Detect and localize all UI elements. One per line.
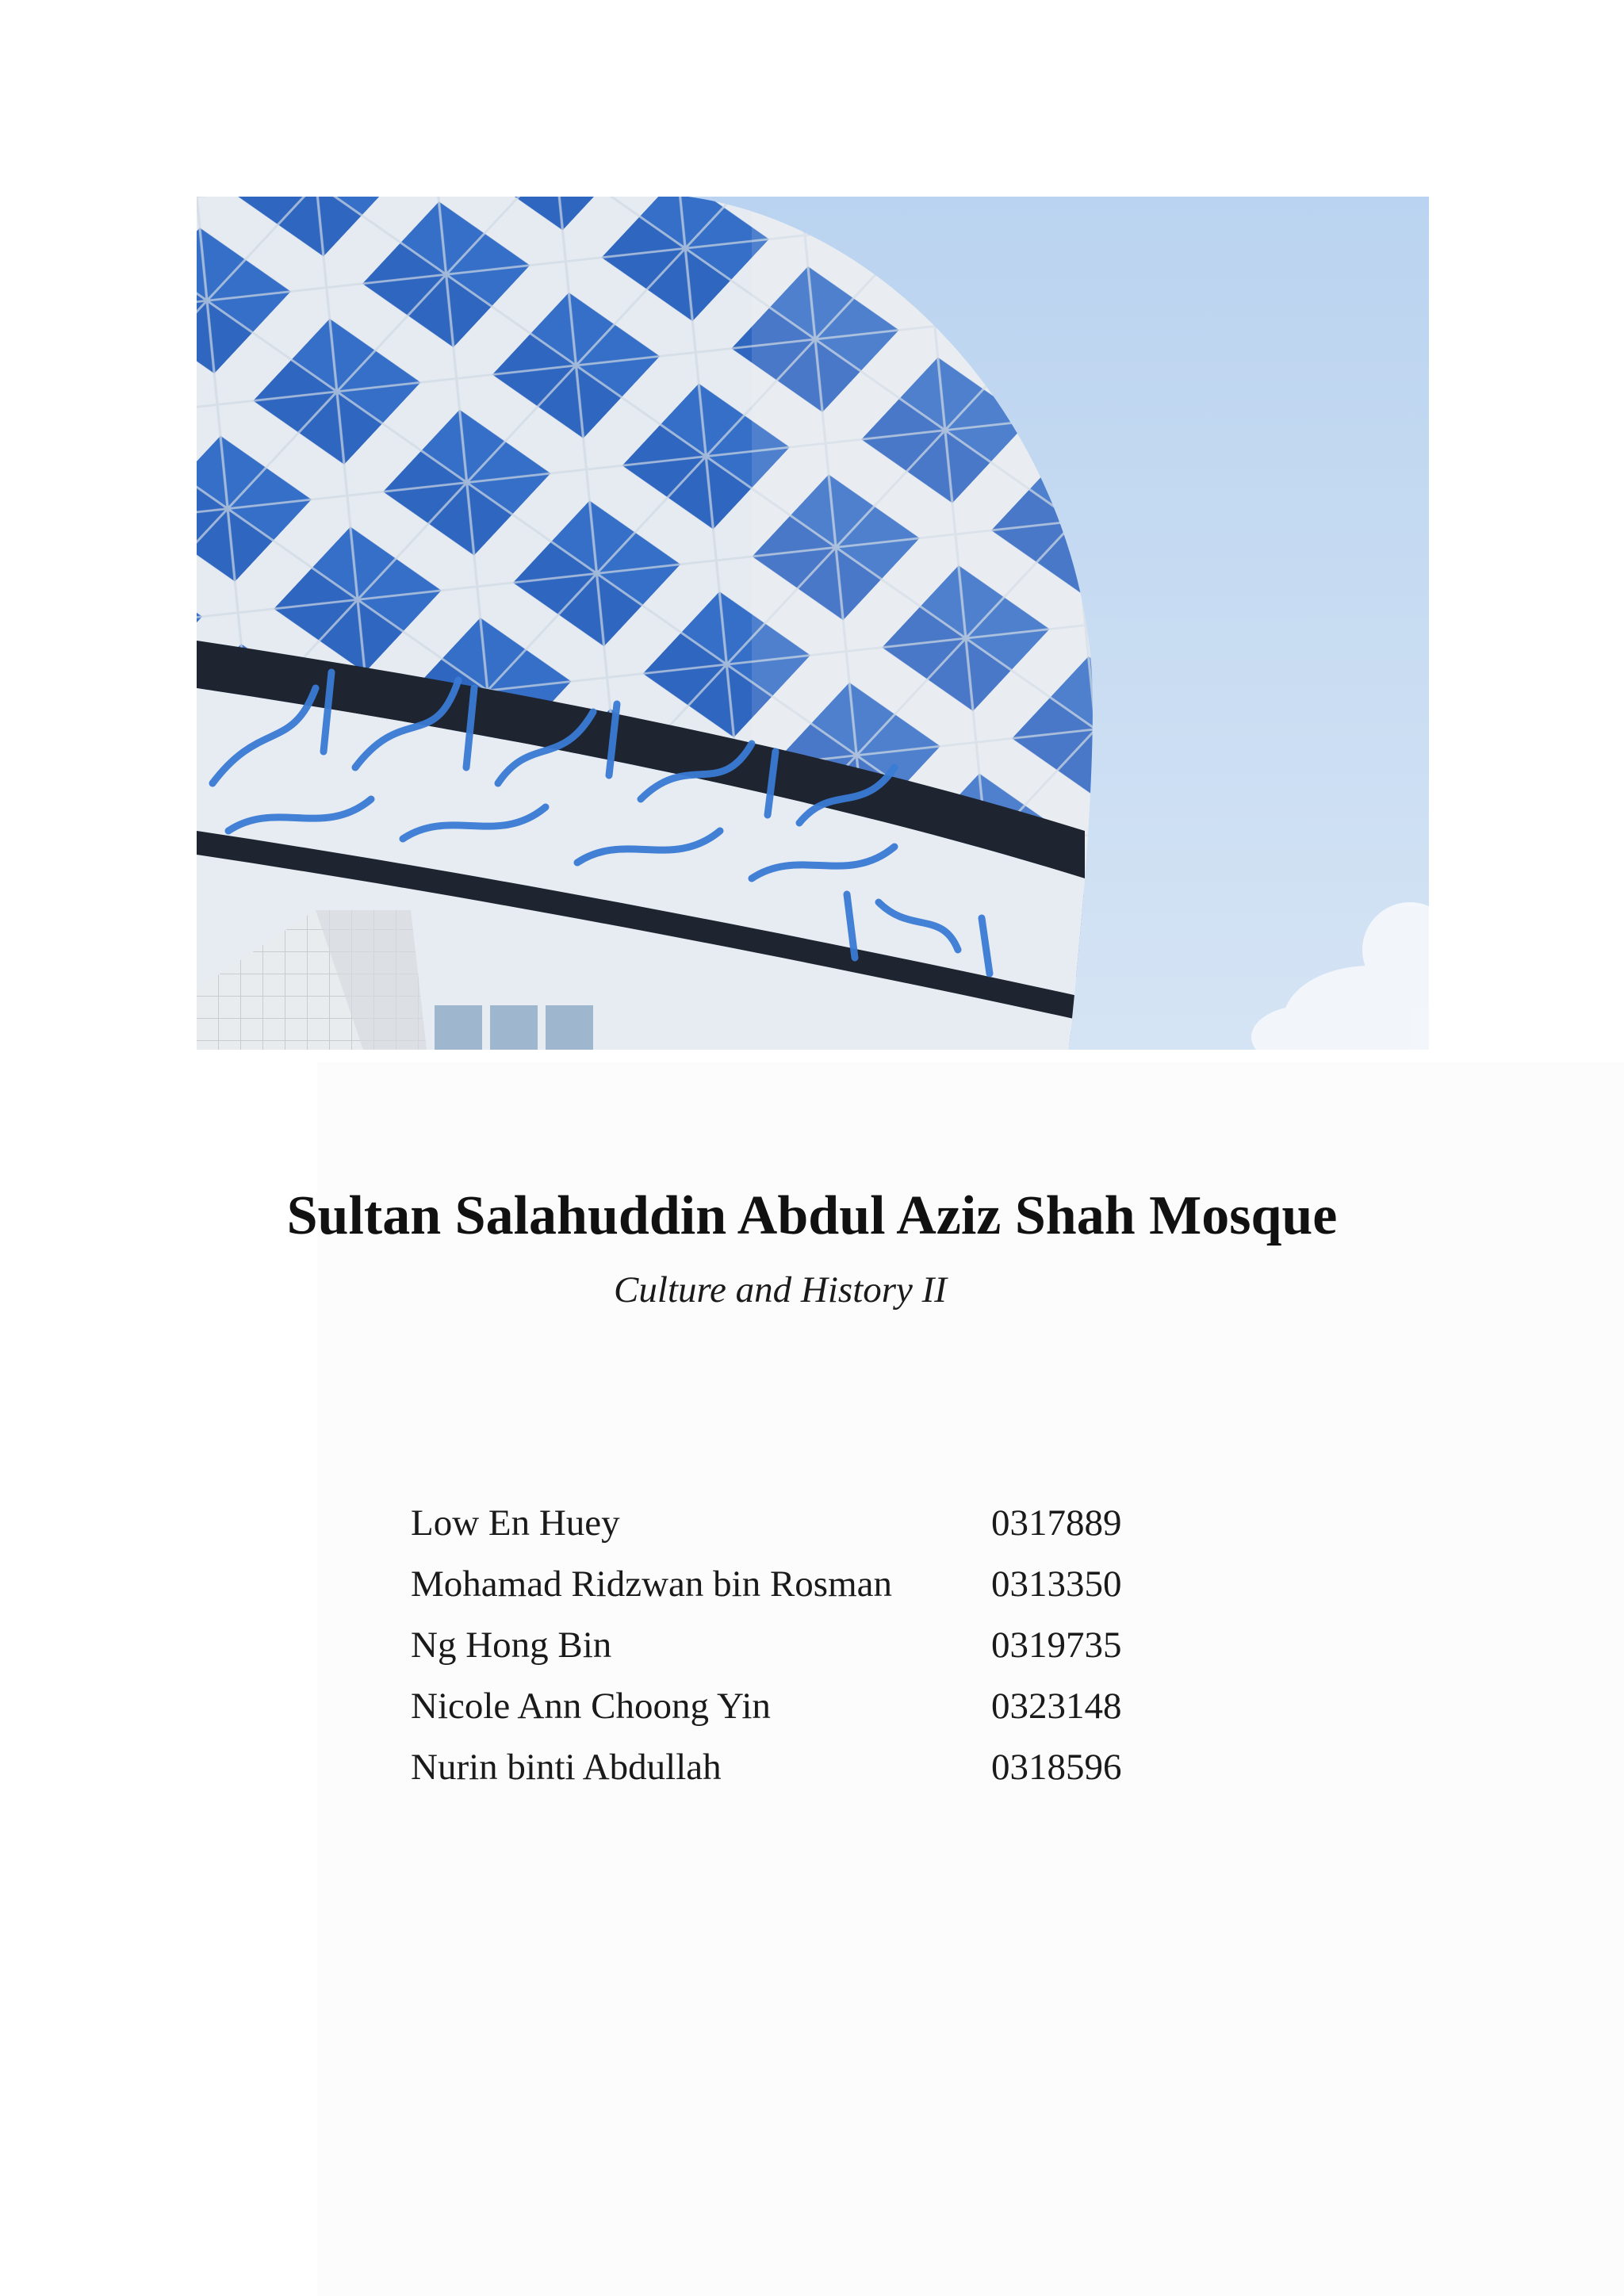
- document-subtitle: Culture and History II: [614, 1269, 947, 1311]
- member-row: [411, 1556, 1283, 1617]
- member-id: 0313350: [991, 1563, 1122, 1605]
- member-name: Mohamad Ridzwan bin Rosman: [411, 1563, 893, 1605]
- mosque-dome-photo-icon: [197, 197, 1429, 1050]
- cover-photo: [197, 197, 1429, 1050]
- document-title: Sultan Salahuddin Abdul Aziz Shah Mosque: [286, 1185, 1338, 1246]
- member-name: Nurin binti Abdullah: [411, 1747, 722, 1788]
- member-row: [411, 1495, 1283, 1556]
- member-name: Low En Huey: [411, 1502, 620, 1544]
- member-row: [411, 1678, 1283, 1739]
- member-id: 0317889: [991, 1502, 1122, 1544]
- member-row: [411, 1739, 1283, 1800]
- member-row: [411, 1617, 1283, 1678]
- member-id: 0319735: [991, 1624, 1122, 1666]
- member-id: 0318596: [991, 1747, 1122, 1788]
- member-name: Ng Hong Bin: [411, 1624, 612, 1666]
- members-list: [411, 1495, 1283, 1800]
- member-name: Nicole Ann Choong Yin: [411, 1686, 771, 1727]
- member-id: 0323148: [991, 1686, 1122, 1727]
